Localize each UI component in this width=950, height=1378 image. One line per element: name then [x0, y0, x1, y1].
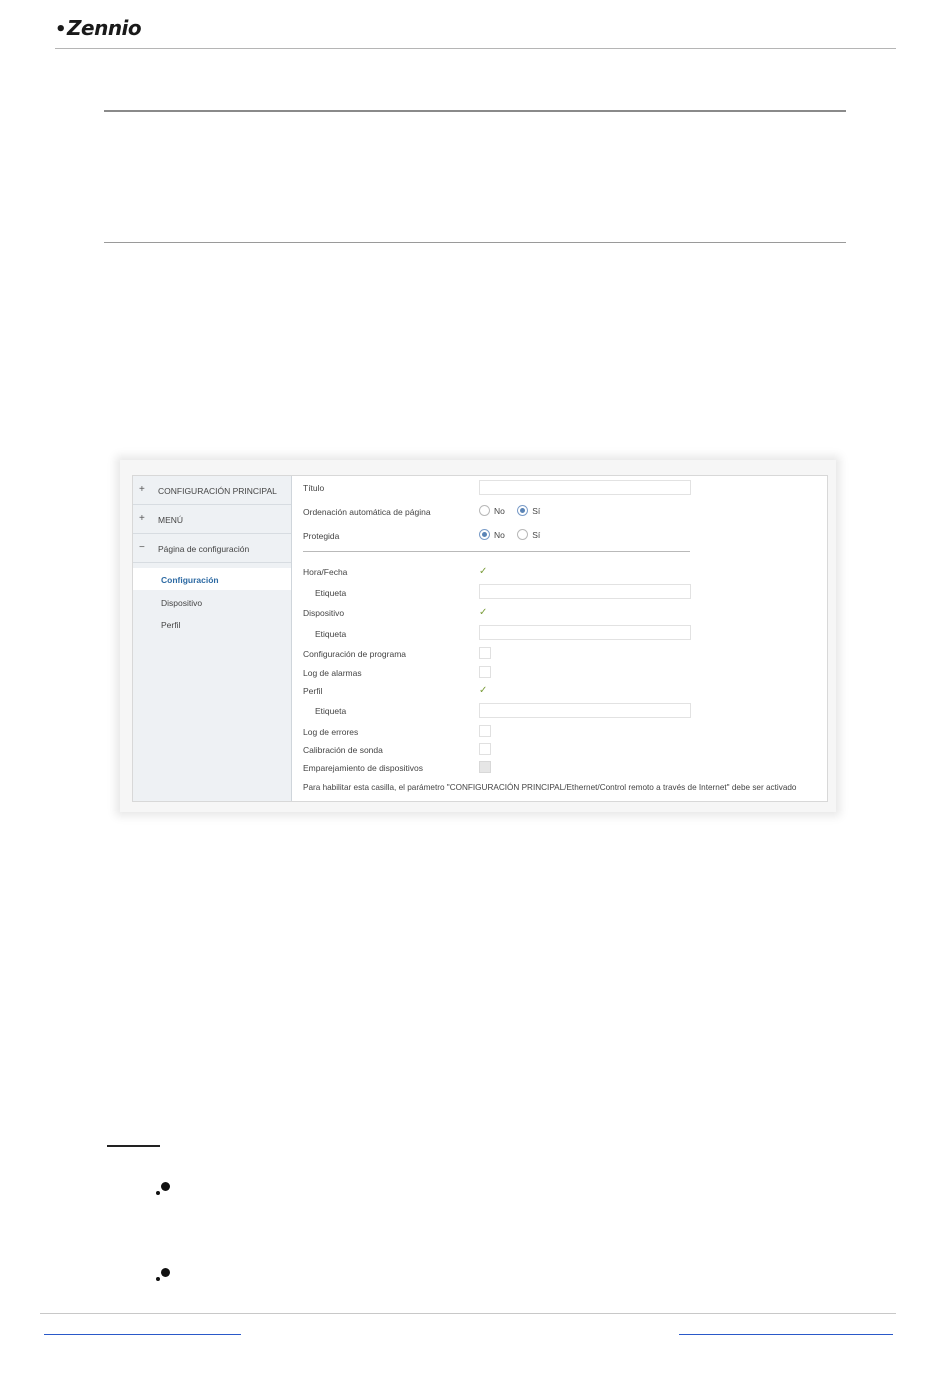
parameter-panel [293, 476, 827, 801]
footer-link-right[interactable] [679, 1334, 893, 1335]
sidebar-item-label: CONFIGURACIÓN PRINCIPAL [158, 486, 277, 496]
expand-icon[interactable]: + [139, 513, 145, 524]
radio-selected-icon[interactable] [517, 505, 528, 516]
section-divider [303, 551, 690, 552]
etiqueta-perfil-input[interactable] [479, 703, 691, 718]
protegida-radio-group [479, 529, 550, 540]
sidebar-item-label: MENÚ [158, 515, 184, 525]
etiqueta-perfil-label: Etiqueta [315, 706, 347, 716]
bullet-icon [156, 1182, 172, 1198]
checkmark-icon[interactable]: ✓ [479, 607, 488, 618]
configuration-screenshot-figure [120, 460, 836, 812]
titulo-label: Título [303, 483, 325, 493]
sidebar-item-label: Página de configuración [158, 544, 250, 554]
emparejamiento-checkbox [479, 761, 491, 773]
option-label: No [494, 530, 505, 540]
calibracion-label: Calibración de sonda [303, 745, 383, 755]
log-alarmas-label: Log de alarmas [303, 668, 362, 678]
etiqueta-dispositivo-label: Etiqueta [315, 629, 347, 639]
ordenacion-option-no[interactable] [479, 506, 505, 516]
sidebar-subitem-label: Perfil [161, 620, 181, 630]
etiqueta-hora-fecha-input[interactable] [479, 584, 691, 599]
option-label: Sí [532, 530, 541, 540]
radio-icon[interactable] [479, 505, 490, 516]
option-label: No [494, 506, 505, 516]
sidebar-subitem-perfil[interactable] [133, 613, 291, 635]
etiqueta-hora-fecha-label: Etiqueta [315, 588, 347, 598]
table-top-rule [104, 110, 846, 112]
protegida-label: Protegida [303, 531, 340, 541]
footer-link-left[interactable] [44, 1334, 241, 1335]
ordenacion-option-si[interactable] [517, 506, 540, 516]
config-window [132, 475, 828, 802]
hora-fecha-label: Hora/Fecha [303, 567, 348, 577]
header-divider [55, 48, 896, 49]
emparejamiento-hint: Para habilitar esta casilla, el parámetro "CONFIGURACIÓN PRINCIPAL/Ethernet/Control remoto a través de Internet" debe ser activado [303, 783, 797, 792]
log-errores-label: Log de errores [303, 727, 359, 737]
bullet-icon [156, 1268, 172, 1284]
ordenacion-radio-group [479, 505, 550, 516]
expand-icon[interactable]: + [139, 484, 145, 495]
sidebar-subitem-label: Dispositivo [161, 598, 203, 608]
checkmark-icon[interactable]: ✓ [479, 685, 488, 696]
radio-selected-icon[interactable] [479, 529, 490, 540]
table-bottom-rule [104, 242, 846, 243]
emparejamiento-label: Emparejamiento de dispositivos [303, 763, 424, 773]
option-label: Sí [532, 506, 541, 516]
dispositivo-label: Dispositivo [303, 608, 345, 618]
sidebar-item-configuracion-principal[interactable] [133, 476, 291, 505]
sidebar-subitem-configuracion[interactable] [133, 568, 291, 590]
log-errores-checkbox[interactable] [479, 725, 491, 737]
protegida-option-si[interactable] [517, 530, 540, 540]
zennio-logo [55, 16, 141, 40]
sidebar-subitem-dispositivo[interactable] [133, 591, 291, 613]
sidebar-subitem-label: Configuración [161, 575, 219, 585]
etiqueta-dispositivo-input[interactable] [479, 625, 691, 640]
note-heading-underline [107, 1145, 160, 1147]
perfil-label: Perfil [303, 686, 323, 696]
sidebar-item-pagina-configuracion[interactable] [133, 534, 291, 563]
config-programa-label: Configuración de programa [303, 649, 407, 659]
radio-icon[interactable] [517, 529, 528, 540]
logo-text: Zennio [67, 16, 142, 40]
ordenacion-label: Ordenación automática de página [303, 507, 431, 517]
calibracion-checkbox[interactable] [479, 743, 491, 755]
collapse-icon[interactable]: − [139, 542, 145, 553]
checkmark-icon[interactable]: ✓ [479, 566, 488, 577]
titulo-input[interactable] [479, 480, 691, 495]
protegida-option-no[interactable] [479, 530, 505, 540]
logo-dot: • [55, 19, 67, 40]
footer-divider [40, 1313, 896, 1314]
log-alarmas-checkbox[interactable] [479, 666, 491, 678]
config-programa-checkbox[interactable] [479, 647, 491, 659]
parameter-sidebar [133, 476, 292, 801]
sidebar-item-menu[interactable] [133, 505, 291, 534]
